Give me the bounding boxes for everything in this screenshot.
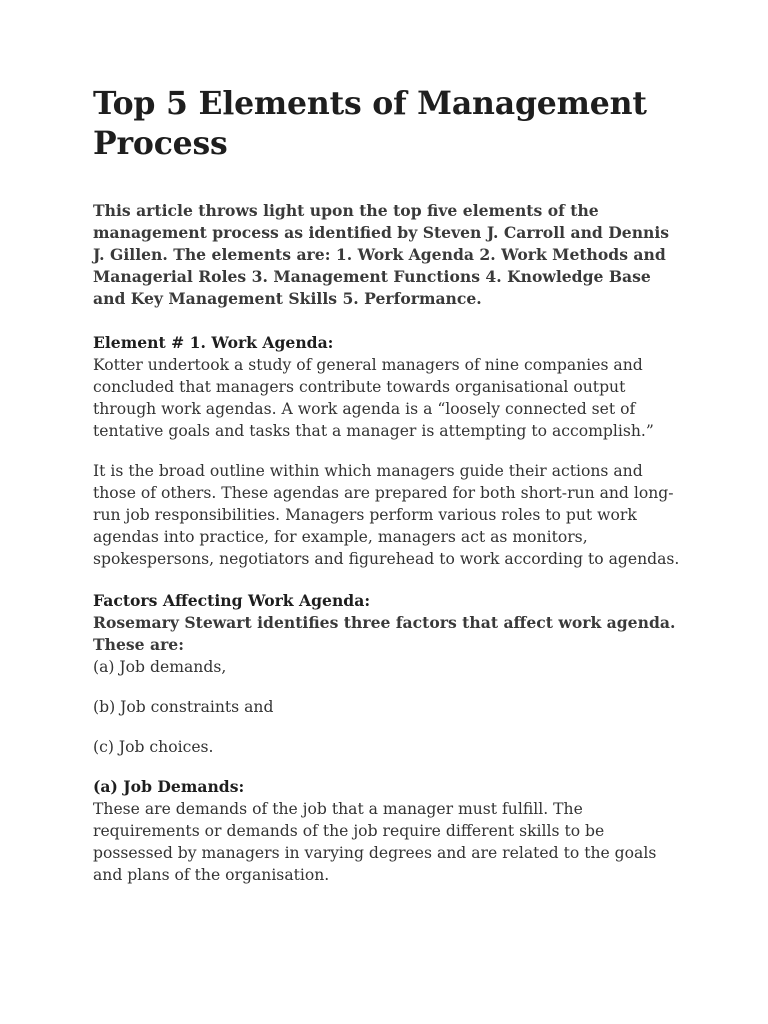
element-1-paragraph-2: It is the broad outline within which managers guide their actions and those of others. These agendas are prepared for both short-run and long-run job responsibilities. Managers perform various roles to put work agendas into practice, for example, managers act as monitors, spokespersons, negotiators and figurehead to work according to agendas. xyxy=(93,462,680,568)
job-demands-paragraph: These are demands of the job that a manager must fulfill. The requirements or demands of the job require different skills to be possessed by managers in varying degrees and are related to the goals and plans of the organisation. xyxy=(93,800,657,884)
factors-subheading: Rosemary Stewart identifies three factors that affect work agenda. These are: xyxy=(93,613,676,654)
list-item: (b) Job constraints and xyxy=(93,698,274,716)
element-1-heading: Element # 1. Work Agenda: xyxy=(93,333,334,352)
list-item: (c) Job choices. xyxy=(93,738,214,756)
article-intro: This article throws light upon the top five elements of the management process as identified by Steven J. Carroll and Dennis J. Gillen. The elements are: 1. Work Agenda 2. Work Methods and Managerial Roles 3. Management Functions 4. Knowledge Base and Key Management Skills 5. Performance. xyxy=(93,201,670,308)
article xyxy=(93,84,683,886)
list-item: (a) Job demands, xyxy=(93,658,227,676)
job-demands-heading: (a) Job Demands: xyxy=(93,777,245,796)
element-1-paragraph-1: Kotter undertook a study of general managers of nine companies and concluded that managers contribute towards organisational output through work agendas. A work agenda is a “loosely connected set of tentative goals and tasks that a manager is attempting to accomplish.” xyxy=(93,356,654,440)
factors-heading: Factors Affecting Work Agenda: xyxy=(93,591,371,610)
page-title: Top 5 Elements of Management Process xyxy=(93,85,647,162)
